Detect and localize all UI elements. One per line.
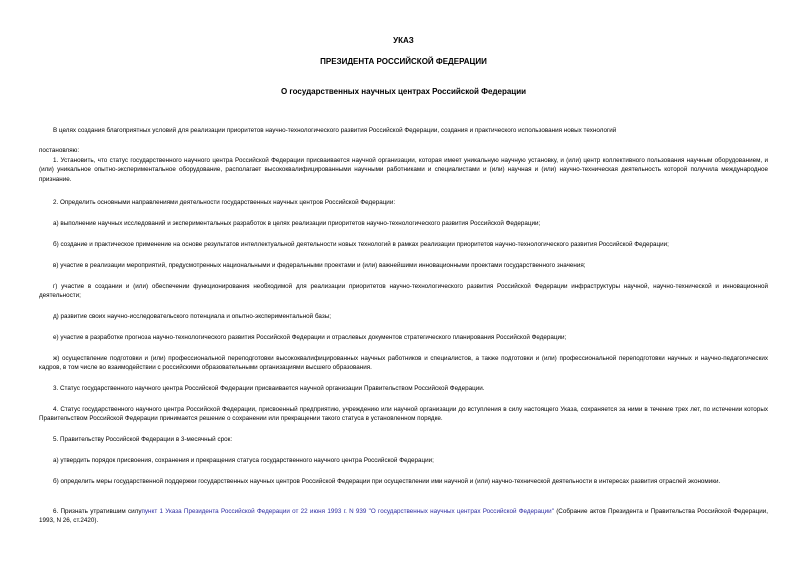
paragraph-5b-text: б) определить меры государственной поддержки государственных научных центров Российской Федерации при осуществлении ими научной и (или) научно-технической деятельности в интересах развития отраслей экономики. bbox=[53, 478, 721, 485]
paragraph-2v-text: в) участие в реализации мероприятий, предусмотренных национальными и федеральными проектами и (или) важнейшими инновационными проектами государственного значения; bbox=[53, 262, 586, 269]
paragraph-2-text: 2. Определить основными направлениями деятельности государственных научных центров Российской Федерации: bbox=[53, 199, 396, 206]
paragraph-2g bbox=[39, 282, 768, 301]
paragraph-5 bbox=[39, 435, 768, 444]
intro-text: В целях создания благоприятных условий для реализации приоритетов научно-технологического развития Российской Федерации, создания и практического использования новых технологий bbox=[53, 127, 617, 134]
doc-name: О государственных научных центрах Российской Федерации bbox=[280, 87, 527, 96]
paragraph-2g-text: г) участие в создании и (или) обеспечении функционирования необходимой для реализации приоритетов научно-технологического развития Российской Федерации инфраструктуры научной, научно-технической и инновационной деятельности; bbox=[39, 283, 768, 300]
paragraph-4-text: 4. Статус государственного научного центра Российской Федерации, присвоенный предприятию, учреждению или научной организации до вступления в силу настоящего Указа, сохраняется за ними в течение трех лет, по истечении которых Правительством Российской Федерации принимается решение о сохранении или прекращении такого статуса в установленном порядке. bbox=[39, 406, 768, 423]
doc-title: УКАЗ bbox=[393, 36, 414, 45]
paragraph-2b-text: б) создание и практическое применение на основе результатов интеллектуальной деятельности новых технологий в рамках реализации приоритетов научно-технологического развития Российской Федерации; bbox=[53, 241, 669, 248]
paragraph-6-source: (Собрание актов Президента и Правительства Российской Федерации, 1993, N 26, ст.2420). bbox=[39, 508, 768, 525]
paragraph-4 bbox=[39, 405, 768, 424]
paragraph-3 bbox=[39, 384, 768, 393]
paragraph-6 bbox=[39, 507, 768, 526]
decree-reference-link[interactable]: пункт 1 Указа Президента Российской Федерации от 22 июня 1993 г. N 939 "О государственных научных центрах Российской Федерации" bbox=[141, 508, 554, 515]
intro-paragraph bbox=[39, 126, 768, 135]
paragraph-2 bbox=[39, 198, 768, 207]
paragraph-5a bbox=[39, 456, 768, 465]
paragraph-5b bbox=[39, 477, 768, 486]
paragraph-2b bbox=[39, 240, 768, 249]
paragraph-2e bbox=[39, 333, 768, 342]
decree-line: постановляю: bbox=[39, 147, 80, 154]
paragraph-2d bbox=[39, 312, 768, 321]
doc-subtitle: ПРЕЗИДЕНТА РОССИЙСКОЙ ФЕДЕРАЦИИ bbox=[320, 57, 487, 66]
paragraph-2a-text: а) выполнение научных исследований и экспериментальных разработок в целях реализации приоритетов научно-технологического развития Российской Федерации; bbox=[53, 220, 541, 227]
paragraph-5a-text: а) утвердить порядок присвоения, сохранения и прекращения статуса государственного научного центра Российской Федерации; bbox=[53, 457, 434, 464]
paragraph-6-text: 6. Признать утратившим силу bbox=[53, 508, 142, 515]
paragraph-2d-text: д) развитие своих научно-исследовательского потенциала и опытно-экспериментальной базы; bbox=[53, 313, 332, 320]
paragraph-2v bbox=[39, 261, 768, 270]
paragraph-2zh-text: ж) осуществление подготовки и (или) профессиональной переподготовки высококвалифицированных научных работников и специалистов, а также подготовки и (или) профессиональной переподготовки научных и научно-педагогических кадров, в том числе во взаимодействии с российскими образовательными организациями высшего образования. bbox=[39, 355, 768, 372]
paragraph-1 bbox=[39, 156, 768, 184]
paragraph-2zh bbox=[39, 354, 768, 373]
paragraph-1-text: 1. Установить, что статус государственного научного центра Российской Федерации присваивается научной организации, которая имеет уникальную научную установку, и (или) центр коллективного пользования научным оборудованием, и (или) уникальное опытно-экспериментальное оборудование, располагает высококвалифицированными научными работниками и специалистами и (или) научная и (или) научно-техническая деятельность которой получила международное признание. bbox=[39, 157, 768, 183]
paragraph-5-text: 5. Правительству Российской Федерации в 3-месячный срок: bbox=[53, 436, 233, 443]
paragraph-3-text: 3. Статус государственного научного центра Российской Федерации присваивается научной организации Правительством Российской Федерации. bbox=[53, 385, 485, 392]
paragraph-2a bbox=[39, 219, 768, 228]
paragraph-2e-text: е) участие в разработке прогноза научно-технологического развития Российской Федерации и отраслевых документов стратегического планирования Российской Федерации; bbox=[53, 334, 567, 341]
